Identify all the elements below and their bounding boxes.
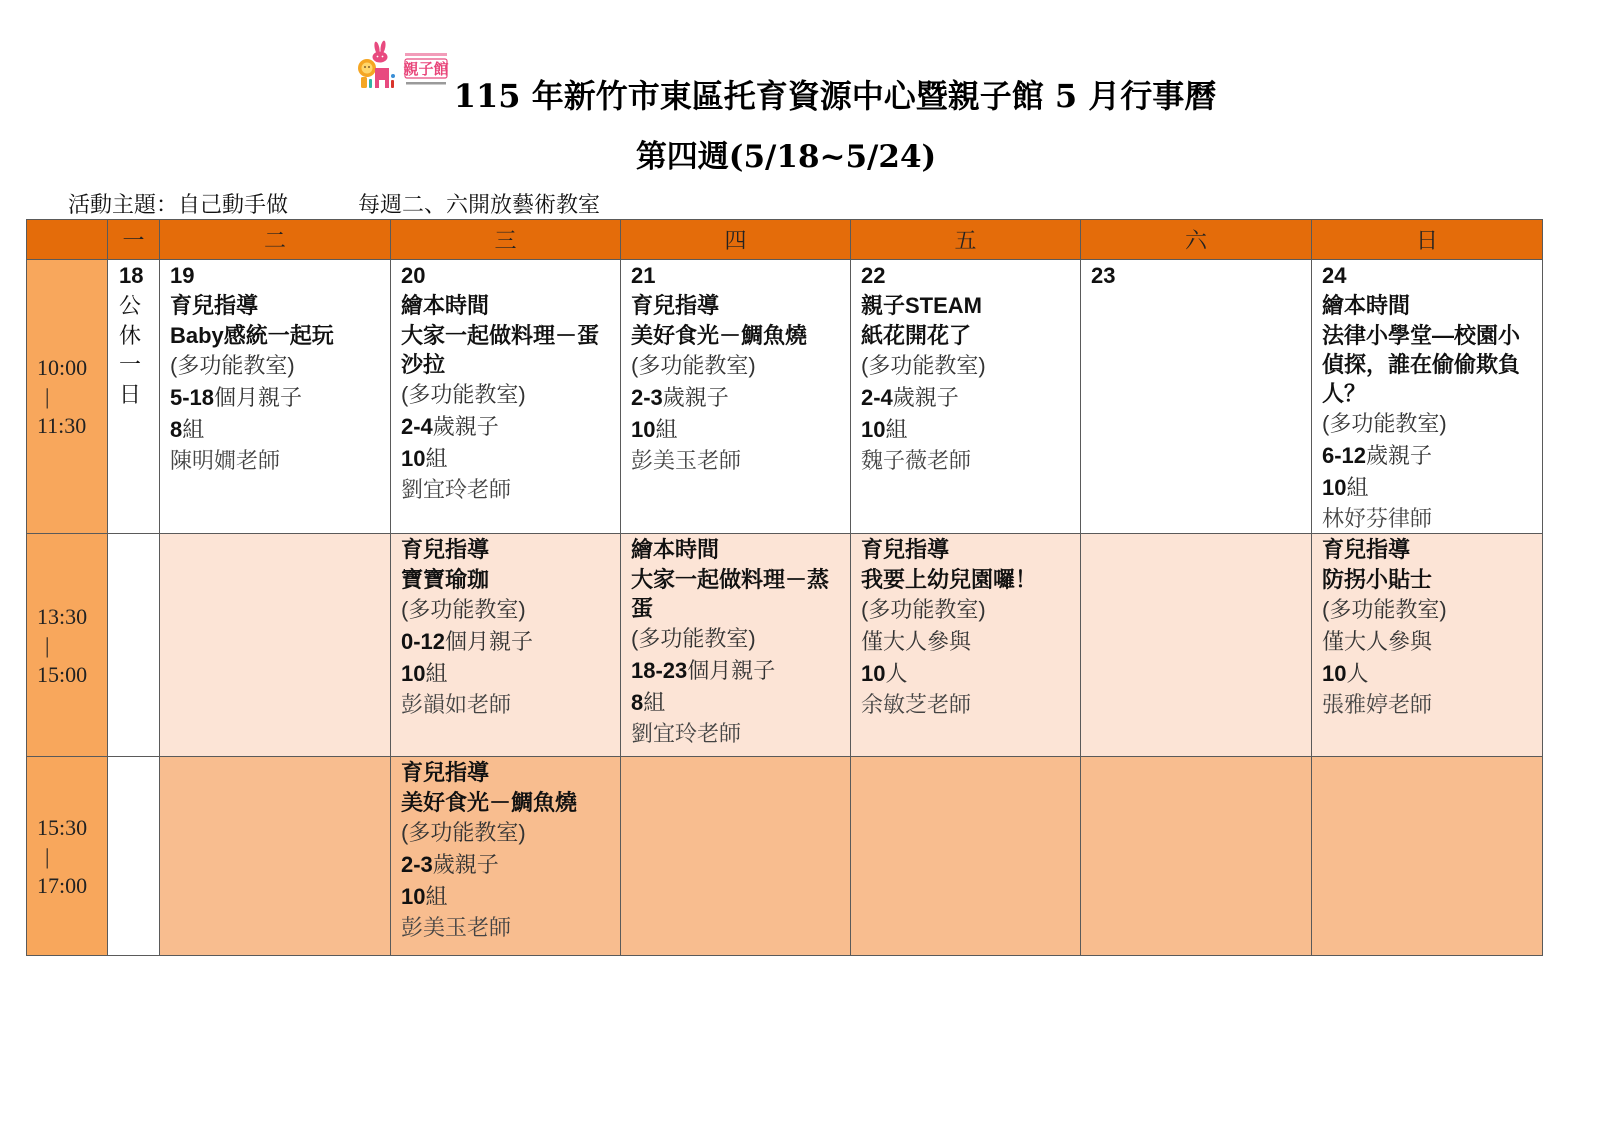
event-cell-sat-morning	[1081, 260, 1312, 534]
event-category: 育兒指導	[1322, 537, 1411, 562]
event-title: 我要上幼兒園囉！	[861, 567, 1038, 592]
event-instructor: 彭美玉老師	[401, 915, 512, 940]
capacity-number: 10	[401, 884, 426, 909]
event-category: 育兒指導	[170, 293, 259, 318]
event-category: 育兒指導	[631, 293, 720, 318]
age-range: 2-4	[401, 414, 433, 439]
event-cell-fri-morning	[851, 260, 1081, 534]
event-cell-thu-morning	[621, 260, 851, 534]
time-slot	[27, 353, 107, 440]
capacity-unit: 人	[885, 661, 908, 686]
event-title: 紙花開花了	[861, 323, 972, 348]
event-cell-sun-morning	[1312, 260, 1543, 534]
event-capacity	[170, 414, 386, 446]
morning-row	[27, 260, 1543, 534]
date-number: 19	[170, 263, 195, 288]
age-unit: 歲親子	[432, 852, 499, 877]
event-capacity	[631, 414, 846, 446]
event-instructor: 陳明嫺老師	[170, 448, 281, 473]
time-header-cell	[27, 220, 108, 260]
time-slot-cell	[27, 260, 108, 534]
event-category: 繪本時間	[1322, 293, 1411, 318]
event-cell-wed-late	[391, 757, 621, 956]
age-unit: 個月親子	[445, 629, 534, 654]
slot-separator: |	[45, 632, 50, 658]
family-center-logo	[356, 40, 452, 94]
event-instructor: 彭韻如老師	[401, 692, 512, 717]
event-age	[401, 411, 616, 443]
date-number: 20	[401, 263, 426, 288]
slot-end: 17:00	[37, 872, 88, 898]
event-content	[391, 757, 620, 943]
page-title: 115 年新竹市東區托育資源中心暨親子館 5 月行事曆	[453, 77, 1217, 115]
slot-separator: |	[45, 843, 50, 869]
day-header-thu: 四	[621, 220, 851, 260]
event-cell-sat-late	[1081, 757, 1312, 956]
age-range: 18-23	[631, 658, 688, 683]
age-range: 2-4	[861, 385, 893, 410]
rabbit-icon	[373, 40, 388, 62]
closed-note: 公休一日	[119, 293, 142, 407]
event-capacity	[631, 687, 846, 719]
lion-icon	[358, 59, 376, 88]
event-content	[1312, 534, 1542, 720]
event-title: 大家一起做料理－蒸蛋	[631, 567, 830, 621]
house-icon	[375, 68, 395, 88]
age-range: 2-3	[401, 852, 433, 877]
art-room-note: 每週二、六開放藝術教室	[358, 192, 601, 217]
date-number: 21	[631, 263, 656, 288]
event-room: (多功能教室)	[861, 597, 986, 622]
event-title: Baby感統一起玩	[170, 323, 334, 348]
age-unit: 歲親子	[432, 414, 499, 439]
event-room: (多功能教室)	[631, 353, 756, 378]
event-content	[621, 260, 850, 476]
monday-cell	[108, 534, 160, 757]
event-room: (多功能教室)	[1322, 597, 1447, 622]
event-cell-fri-late	[851, 757, 1081, 956]
slot-start: 15:30	[37, 814, 88, 840]
event-room: (多功能教室)	[401, 382, 526, 407]
monday-cell	[108, 757, 160, 956]
capacity-number: 8	[170, 417, 183, 442]
event-cell-tue-late	[160, 757, 391, 956]
capacity-unit: 組	[655, 417, 678, 442]
capacity-unit: 組	[425, 446, 448, 471]
day-header-mon: 一	[108, 220, 160, 260]
slot-start: 13:30	[37, 603, 88, 629]
event-cell-thu-late	[621, 757, 851, 956]
event-content	[1312, 260, 1542, 533]
event-room: (多功能教室)	[631, 626, 756, 651]
capacity-number: 10	[1322, 475, 1347, 500]
event-age	[170, 382, 386, 414]
event-capacity	[1322, 658, 1538, 690]
event-title: 防拐小貼士	[1322, 567, 1433, 592]
time-slot-cell	[27, 534, 108, 757]
capacity-unit: 組	[1346, 475, 1369, 500]
event-instructor: 林妤芬律師	[1322, 506, 1433, 531]
capacity-number: 10	[401, 446, 426, 471]
week-subtitle: 第四週(5/18~5/24)	[635, 139, 937, 175]
event-title: 大家一起做料理－蛋沙拉	[401, 323, 600, 377]
event-title: 寶寶瑜珈	[401, 567, 490, 592]
event-category: 親子STEAM	[861, 293, 983, 318]
event-instructor: 劉宜玲老師	[401, 477, 512, 502]
age-unit: 歲親子	[662, 385, 729, 410]
slot-separator: |	[45, 384, 50, 409]
weekly-calendar	[26, 219, 1543, 956]
age-unit: 歲親子	[1366, 443, 1433, 468]
age-range: 2-3	[631, 385, 663, 410]
capacity-number: 10	[631, 417, 656, 442]
event-category: 繪本時間	[631, 537, 720, 562]
day-header-tue: 二	[160, 220, 391, 260]
capacity-number: 10	[861, 661, 886, 686]
monday-cell	[108, 260, 160, 534]
capacity-number: 8	[631, 690, 644, 715]
late-afternoon-row	[27, 757, 1543, 956]
event-capacity	[1322, 472, 1538, 504]
event-capacity	[861, 414, 1076, 446]
slot-end: 15:00	[37, 661, 88, 687]
day-header-fri: 五	[851, 220, 1081, 260]
event-room: (多功能教室)	[401, 820, 526, 845]
event-title: 美好食光－鯛魚燒	[631, 323, 808, 348]
event-audience: 僅大人參與	[1322, 629, 1433, 654]
capacity-unit: 組	[643, 690, 666, 715]
day-header-wed: 三	[391, 220, 621, 260]
event-content	[1081, 260, 1311, 291]
event-age	[631, 655, 846, 687]
day-header-sun: 日	[1312, 220, 1543, 260]
date-number: 18	[119, 263, 144, 288]
event-content	[391, 260, 620, 505]
time-slot	[27, 602, 107, 689]
event-cell-tue-morning	[160, 260, 391, 534]
capacity-unit: 組	[885, 417, 908, 442]
capacity-number: 10	[1322, 661, 1347, 686]
date-number: 23	[1091, 263, 1116, 288]
event-category: 繪本時間	[401, 293, 490, 318]
age-unit: 個月親子	[687, 658, 776, 683]
event-cell-wed-afternoon	[391, 534, 621, 757]
event-instructor: 張雅婷老師	[1322, 692, 1433, 717]
header-row	[27, 220, 1543, 260]
event-content	[391, 534, 620, 720]
event-instructor: 彭美玉老師	[631, 448, 742, 473]
logo-text: 親子館	[403, 60, 449, 78]
event-category: 育兒指導	[861, 537, 950, 562]
event-category: 育兒指導	[401, 760, 490, 785]
event-capacity	[401, 443, 616, 475]
event-content	[851, 260, 1080, 476]
time-slot	[27, 813, 107, 900]
event-audience: 僅大人參與	[861, 629, 972, 654]
capacity-number: 10	[861, 417, 886, 442]
event-cell-sun-afternoon	[1312, 534, 1543, 757]
event-cell-sat-afternoon	[1081, 534, 1312, 757]
event-title: 美好食光－鯛魚燒	[401, 790, 578, 815]
day-header-sat: 六	[1081, 220, 1312, 260]
age-unit: 個月親子	[214, 385, 303, 410]
event-age	[631, 382, 846, 414]
capacity-unit: 組	[425, 884, 448, 909]
event-content	[160, 260, 390, 476]
event-age	[1322, 440, 1538, 472]
afternoon-row	[27, 534, 1543, 757]
capacity-number: 10	[401, 661, 426, 686]
event-cell-sun-late	[1312, 757, 1543, 956]
monday-content	[108, 260, 159, 409]
event-room: (多功能教室)	[401, 597, 526, 622]
event-cell-tue-afternoon	[160, 534, 391, 757]
event-age	[401, 626, 616, 658]
age-range: 6-12	[1322, 443, 1367, 468]
capacity-unit: 組	[425, 661, 448, 686]
age-unit: 歲親子	[892, 385, 959, 410]
event-instructor: 劉宜玲老師	[631, 721, 742, 746]
activity-theme: 活動主題：自己動手做	[68, 192, 289, 217]
slot-start: 10:00	[37, 355, 88, 380]
event-room: (多功能教室)	[1322, 411, 1447, 436]
capacity-unit: 人	[1346, 661, 1369, 686]
event-instructor: 魏子薇老師	[861, 448, 972, 473]
event-content	[621, 534, 850, 749]
event-capacity	[861, 658, 1076, 690]
slot-end: 11:30	[37, 413, 87, 438]
event-age	[861, 382, 1076, 414]
event-category: 育兒指導	[401, 537, 490, 562]
event-capacity	[401, 658, 616, 690]
date-number: 24	[1322, 263, 1347, 288]
capacity-unit: 組	[182, 417, 205, 442]
event-room: (多功能教室)	[170, 353, 295, 378]
time-slot-cell	[27, 757, 108, 956]
event-instructor: 余敏芝老師	[861, 692, 972, 717]
event-cell-fri-afternoon	[851, 534, 1081, 757]
date-number: 22	[861, 263, 886, 288]
event-age	[401, 849, 616, 881]
event-cell-wed-morning	[391, 260, 621, 534]
age-range: 5-18	[170, 385, 215, 410]
event-title: 法律小學堂—校園小偵探，誰在偷偷欺負人？	[1322, 323, 1521, 406]
age-range: 0-12	[401, 629, 446, 654]
event-capacity	[401, 881, 616, 913]
event-cell-thu-afternoon	[621, 534, 851, 757]
event-content	[851, 534, 1080, 720]
event-room: (多功能教室)	[861, 353, 986, 378]
